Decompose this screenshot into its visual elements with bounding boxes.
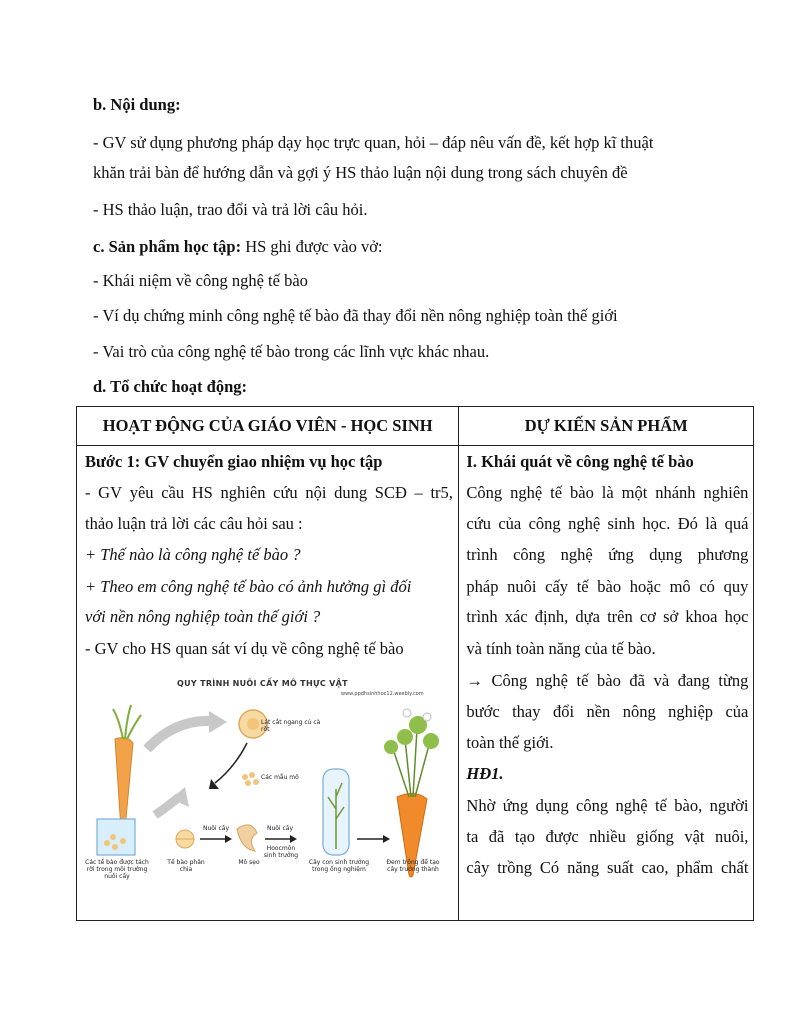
word: phương xyxy=(697,545,749,564)
product-item: - Ví dụ chứng minh công nghệ tế bào đã thay đổi nền nông nghiệp toàn thế giới xyxy=(93,306,618,325)
product-item: - Khái niệm về công nghệ tế bào xyxy=(93,271,308,290)
word: cầu xyxy=(161,483,185,502)
word: công xyxy=(576,796,609,815)
word: ứng xyxy=(502,796,529,815)
carrot-slice-core xyxy=(247,718,259,730)
word: đã xyxy=(629,671,645,690)
word: tế xyxy=(576,671,589,690)
word: HS xyxy=(191,483,213,502)
word: nghiệp xyxy=(668,702,714,721)
word: mô xyxy=(669,577,691,596)
product-text-line: và tính toàn năng của tế bào. xyxy=(466,639,656,658)
arrow-text-line xyxy=(466,702,748,722)
product-text-line xyxy=(466,483,748,503)
table-header-row xyxy=(77,407,754,446)
word: cứu xyxy=(273,483,298,502)
word: nghệ xyxy=(510,483,543,502)
word: là xyxy=(601,483,614,502)
flower xyxy=(423,713,431,721)
flower xyxy=(403,709,411,717)
org-heading: d. Tổ chức hoạt động: xyxy=(93,377,248,396)
word: nội xyxy=(305,483,327,502)
word: trình xyxy=(466,607,498,626)
word: tế xyxy=(576,577,589,596)
word: bước xyxy=(466,702,500,721)
word: của xyxy=(498,514,522,533)
word: một xyxy=(621,483,648,502)
question-2-cont: với nền nông nghiệp toàn thế giới ? xyxy=(85,607,321,626)
word: nông xyxy=(622,702,656,721)
word: thay xyxy=(512,702,541,721)
label-culture-1: Nuôi cấy xyxy=(202,825,230,832)
left-justified-line xyxy=(85,483,453,503)
figure-title: QUY TRÌNH NUÔI CẤY MÔ THỰC VẬT xyxy=(177,679,348,688)
word: khoa xyxy=(685,607,718,626)
word: nhánh xyxy=(655,483,696,502)
table-row xyxy=(77,446,754,921)
word: dựa xyxy=(575,607,600,626)
word: bào xyxy=(597,671,621,690)
word: nhiều xyxy=(589,827,626,846)
word: yêu xyxy=(129,483,154,502)
cell xyxy=(110,834,116,840)
word: trên xyxy=(607,607,633,626)
word: pháp xyxy=(466,577,499,596)
product-heading: c. Sản phẩm học tập: xyxy=(93,237,242,256)
product-rest: HS ghi được vào vở: xyxy=(241,237,383,256)
word: nghiên xyxy=(703,483,749,502)
word: cao, xyxy=(641,858,669,877)
word: từng xyxy=(718,671,749,690)
cell xyxy=(120,838,126,844)
teacher-student-cell xyxy=(77,446,459,921)
word: có xyxy=(699,577,715,596)
left-line: - GV cho HS quan sát ví dụ về công nghệ tế bào xyxy=(85,639,404,658)
word: giống xyxy=(636,827,674,846)
process-arrow-head xyxy=(290,835,297,843)
word: quá xyxy=(724,514,749,533)
label-hormone: Hoocmôn sinh trưởng xyxy=(263,845,299,859)
word: sở xyxy=(663,607,679,626)
content-line: - HS thảo luận, trao đổi và trả lời câu hỏi. xyxy=(93,200,368,219)
word: ứng xyxy=(608,545,634,564)
word: chất xyxy=(720,858,749,877)
word: và xyxy=(653,671,670,690)
arrow-text-line: toàn thế giới. xyxy=(466,733,554,752)
word: tế xyxy=(654,796,667,815)
word: nghệ xyxy=(560,545,593,564)
tissue-sample xyxy=(249,772,255,778)
callus xyxy=(237,825,257,851)
word: công xyxy=(528,514,561,533)
word: nghiên xyxy=(220,483,266,502)
word: tạo xyxy=(514,827,535,846)
arrow-text-line xyxy=(466,671,748,691)
figure-url: www.ppdhsinhhoc12.weebly.com xyxy=(341,691,424,697)
tissue-sample xyxy=(245,780,251,786)
word: năng xyxy=(567,858,600,877)
hd1-label: HĐ1. xyxy=(466,764,504,783)
word: cứu xyxy=(466,514,491,533)
activity-table xyxy=(76,406,754,921)
word: nuôi, xyxy=(714,827,749,846)
word: cơ xyxy=(639,607,656,626)
carrot-foliage xyxy=(384,740,398,754)
product-line xyxy=(93,237,383,257)
col1-header: HOẠT ĐỘNG CỦA GIÁO VIÊN - HỌC SINH xyxy=(77,407,459,446)
word: suất xyxy=(607,858,634,877)
product-text-line xyxy=(466,577,748,597)
word: học. xyxy=(642,514,671,533)
hd1-text-line xyxy=(466,827,748,847)
label-divide: Tế bào phân chia xyxy=(167,859,205,873)
expected-product-cell xyxy=(459,446,754,921)
word: vật xyxy=(684,827,705,846)
section-title: I. Khái quát về công nghệ tế bào xyxy=(466,452,694,471)
word: đang xyxy=(677,671,710,690)
label-seedling: Cây con sinh trưởng trong ống nghiệm xyxy=(308,859,370,873)
word: học xyxy=(724,607,749,626)
tissue-sample xyxy=(242,774,248,780)
word: là xyxy=(705,514,718,533)
word: bào, xyxy=(674,796,703,815)
hd1-text-line xyxy=(466,796,748,816)
word: → xyxy=(466,671,483,690)
word: nghệ xyxy=(615,796,648,815)
word: định, xyxy=(534,607,569,626)
word: sinh xyxy=(607,514,636,533)
carrot-foliage xyxy=(423,733,439,749)
process-arrow-head xyxy=(225,835,232,843)
col2-header: DỰ KIẾN SẢN PHẨM xyxy=(459,407,754,446)
word: người xyxy=(709,796,749,815)
word: Công xyxy=(466,483,503,502)
content-line: khăn trải bàn để hướng dẫn và gợi ý HS thảo luận nội dung trong sách chuyên đề xyxy=(93,163,628,182)
left-line: thảo luận trả lời các câu hỏi sau : xyxy=(85,514,303,533)
label-cells: Các tế bào được tách rời trong môi trường nuôi cấy xyxy=(85,859,149,880)
cell xyxy=(112,844,118,850)
word: - xyxy=(85,483,91,502)
word: – xyxy=(414,483,423,502)
word: Nhờ xyxy=(466,796,496,815)
curved-arrow xyxy=(147,721,213,749)
product-text-line xyxy=(466,545,748,565)
word: nghệ xyxy=(535,671,568,690)
product-text-line xyxy=(466,607,748,627)
word: nuôi xyxy=(507,577,537,596)
word: xác xyxy=(504,607,528,626)
hd1-text-line xyxy=(466,858,748,878)
cell xyxy=(104,840,110,846)
label-samples: Các mẫu mô xyxy=(261,774,299,781)
word: tế xyxy=(550,483,563,502)
word: tr5, xyxy=(430,483,453,502)
content-line: - GV sử dụng phương pháp dạy học trực quan, hỏi – đáp nêu vấn đề, kết hợp kĩ thuật xyxy=(93,133,654,152)
word: của xyxy=(725,702,749,721)
word: dung xyxy=(334,483,368,502)
word: Công xyxy=(491,671,528,690)
label-culture-2: Nuôi cấy xyxy=(266,825,294,832)
word: quy xyxy=(723,577,749,596)
word: đã xyxy=(488,827,505,846)
label-slice: Lát cắt ngang củ cà rốt xyxy=(261,719,321,733)
product-item: - Vai trò của công nghệ tế bào trong các lĩnh vực khác nhau. xyxy=(93,342,490,361)
step1-heading: Bước 1: GV chuyển giao nhiệm vụ học tập xyxy=(85,452,383,471)
product-text-line xyxy=(466,514,748,534)
word: được xyxy=(545,827,579,846)
label-plant: Đem trồng để tạo cây trưởng thành xyxy=(386,859,440,873)
carrot-foliage xyxy=(397,729,413,745)
word: dụng xyxy=(535,796,569,815)
question-1: + Thế nào là công nghệ tế bào ? xyxy=(85,545,301,564)
question-2: + Theo em công nghệ tế bào có ảnh hưởng gì đối xyxy=(85,577,412,596)
word: SCĐ xyxy=(374,483,407,502)
label-callus: Mô sẹo xyxy=(238,859,260,866)
word: cây xyxy=(466,858,490,877)
tissue-culture-figure xyxy=(85,679,451,883)
word: trồng xyxy=(497,858,533,877)
curved-arrow-head xyxy=(209,711,227,733)
word: công xyxy=(513,545,546,564)
carrot-leaves-left xyxy=(113,705,141,739)
word: bào xyxy=(597,577,622,596)
process-arrow-head xyxy=(383,835,390,843)
tissue-sample xyxy=(253,779,259,785)
word: nghệ xyxy=(568,514,601,533)
word: hoặc xyxy=(629,577,661,596)
word: bào xyxy=(570,483,594,502)
word: GV xyxy=(98,483,123,502)
word: dụng xyxy=(649,545,683,564)
word: Đó xyxy=(677,514,698,533)
word: cấy xyxy=(545,577,569,596)
word: đổi xyxy=(552,702,575,721)
word: ta xyxy=(466,827,479,846)
word: phẩm xyxy=(676,858,714,877)
word: nền xyxy=(586,702,611,721)
word: Có xyxy=(539,858,560,877)
content-heading: b. Nội dung: xyxy=(93,95,181,114)
word: trình xyxy=(466,545,498,564)
